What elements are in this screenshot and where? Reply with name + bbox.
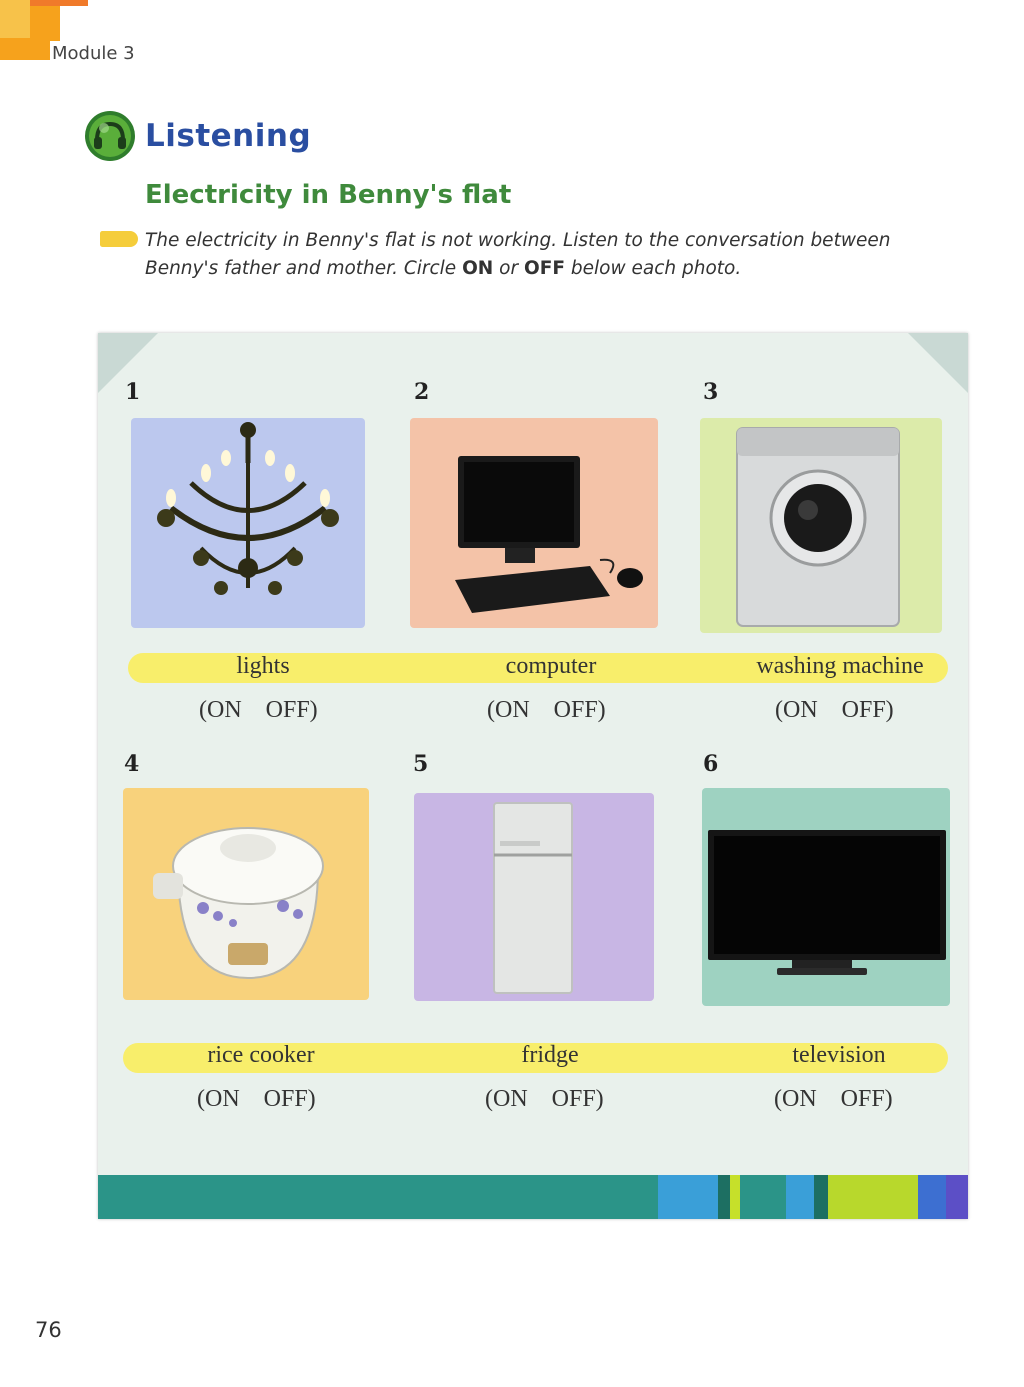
bottom-decoration-band xyxy=(98,1175,968,1219)
rice-cooker-photo xyxy=(123,788,369,1000)
off-option[interactable]: OFF) xyxy=(841,697,894,723)
item-number: 3 xyxy=(703,379,719,405)
band-segment xyxy=(98,1175,658,1219)
band-segment xyxy=(658,1175,718,1219)
computer-photo xyxy=(410,418,658,628)
on-option[interactable]: (ON xyxy=(487,697,530,723)
on-option[interactable]: (ON xyxy=(199,697,242,723)
computer-icon xyxy=(410,418,658,628)
instruction-text: The electricity in Benny's flat is not working. Listen to the conversation between Benny's father and mother. Circle ON or OFF below each photo. xyxy=(145,230,891,279)
fridge-icon xyxy=(414,793,654,1001)
fridge-label: fridge xyxy=(521,1042,579,1068)
computer-label: computer xyxy=(505,653,597,679)
corner-decoration-light xyxy=(0,0,30,38)
headphones-icon xyxy=(84,110,136,162)
off-option[interactable]: OFF) xyxy=(840,1086,893,1112)
washing-machine-choice xyxy=(775,697,894,724)
rice-cooker-choice xyxy=(197,1086,316,1113)
lights-choice xyxy=(199,697,318,724)
television-choice xyxy=(774,1086,893,1113)
fridge-photo xyxy=(414,793,654,1001)
lights-label: lights xyxy=(236,653,290,679)
off-option[interactable]: OFF) xyxy=(263,1086,316,1112)
section-subtitle: Electricity in Benny's flat xyxy=(145,180,512,210)
instruction-marker xyxy=(100,231,138,247)
on-option[interactable]: (ON xyxy=(485,1086,528,1112)
rice-cooker-label: rice cooker xyxy=(207,1042,315,1068)
lights-photo xyxy=(131,418,365,628)
item-number: 6 xyxy=(703,751,719,777)
band-segment xyxy=(718,1175,730,1219)
section-title: Listening xyxy=(145,118,312,154)
page-number: 76 xyxy=(35,1318,62,1342)
band-segment xyxy=(730,1175,740,1219)
band-segment xyxy=(786,1175,814,1219)
item-number: 2 xyxy=(414,379,430,405)
corner-decoration-strip xyxy=(30,0,88,6)
washing-machine-icon xyxy=(700,418,942,633)
band-segment xyxy=(828,1175,918,1219)
band-segment xyxy=(918,1175,946,1219)
computer-choice xyxy=(487,697,606,724)
washing-machine-photo xyxy=(700,418,942,633)
panel-corner xyxy=(908,333,968,393)
on-option[interactable]: (ON xyxy=(197,1086,240,1112)
activity-panel xyxy=(98,333,968,1219)
item-number: 5 xyxy=(413,751,429,777)
washing-machine-label: washing machine xyxy=(756,653,924,679)
band-segment xyxy=(814,1175,828,1219)
module-label: Module 3 xyxy=(50,41,141,66)
item-number: 1 xyxy=(125,379,141,405)
on-option[interactable]: (ON xyxy=(775,697,818,723)
item-number: 4 xyxy=(124,751,140,777)
television-photo xyxy=(702,788,950,1006)
on-option[interactable]: (ON xyxy=(774,1086,817,1112)
off-option[interactable]: OFF) xyxy=(553,697,606,723)
rice-cooker-icon xyxy=(123,788,369,1000)
band-segment xyxy=(740,1175,786,1219)
off-option[interactable]: OFF) xyxy=(265,697,318,723)
chandelier-icon xyxy=(131,418,365,628)
fridge-choice xyxy=(485,1086,604,1113)
band-segment xyxy=(946,1175,968,1219)
television-icon xyxy=(702,788,950,1006)
television-label: television xyxy=(792,1042,886,1068)
off-option[interactable]: OFF) xyxy=(551,1086,604,1112)
